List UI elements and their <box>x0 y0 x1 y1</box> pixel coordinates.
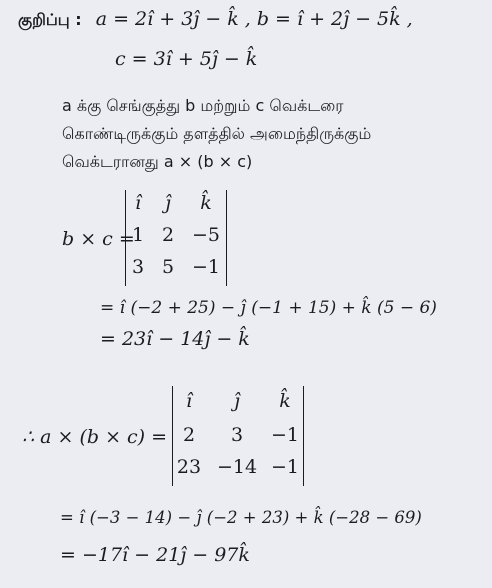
det2-cell: −14 <box>216 456 258 478</box>
det1-cell: 5 <box>161 256 175 278</box>
expansion-2-line-2: = −17î − 21ĵ − 97k̂ <box>60 544 250 566</box>
det1-lhs: b × c = <box>62 228 135 250</box>
expansion-2-line-1: = î (−3 − 14) − ĵ (−2 + 23) + k̂ (−28 − 69) <box>60 508 422 527</box>
note-line-1 <box>18 8 413 31</box>
det2-cell: 23 <box>176 456 202 478</box>
det2-cell: −1 <box>270 456 299 478</box>
explanation-line-1: a க்கு செங்குத்து b மற்றும் c வெக்டரை <box>62 96 344 115</box>
det1-cell: −1 <box>191 256 220 278</box>
explanation-line-3: வெக்டரானது a × (b × c) <box>62 152 253 171</box>
expansion-1-line-2: = 23î − 14ĵ − k̂ <box>100 328 250 350</box>
given-vectors-line-1: a = 2î + 3ĵ − k̂ , b = î + 2ĵ − 5k̂ , <box>95 8 413 30</box>
det1-cell: −5 <box>191 224 220 246</box>
det1-cell: 3 <box>131 256 145 278</box>
det1-cell: 1 <box>131 224 145 246</box>
explanation-line-2: கொண்டிருக்கும் தளத்தில் அமைந்திருக்கும் <box>62 124 372 143</box>
det1-cell: ĵ <box>165 192 171 214</box>
det2-cell: −1 <box>270 424 299 446</box>
note-label: குறிப்பு : <box>18 10 82 29</box>
det1-cell: î <box>134 192 142 214</box>
det1-matrix <box>125 190 227 286</box>
det2-cell: ĵ <box>234 390 240 412</box>
det2-matrix <box>172 386 304 486</box>
det2-cell: 2 <box>182 424 196 446</box>
det2-cell: k̂ <box>279 390 291 412</box>
det1-cell: 2 <box>161 224 175 246</box>
det1-cell: k̂ <box>200 192 212 214</box>
det2-cell: î <box>185 390 193 412</box>
given-vectors-line-2: c = 3î + 5ĵ − k̂ <box>115 48 258 70</box>
det2-lhs: ∴ a × (b × c) = <box>22 426 168 448</box>
det2-cell: 3 <box>230 424 244 446</box>
expansion-1-line-1: = î (−2 + 25) − ĵ (−1 + 15) + k̂ (5 − 6) <box>100 298 437 318</box>
